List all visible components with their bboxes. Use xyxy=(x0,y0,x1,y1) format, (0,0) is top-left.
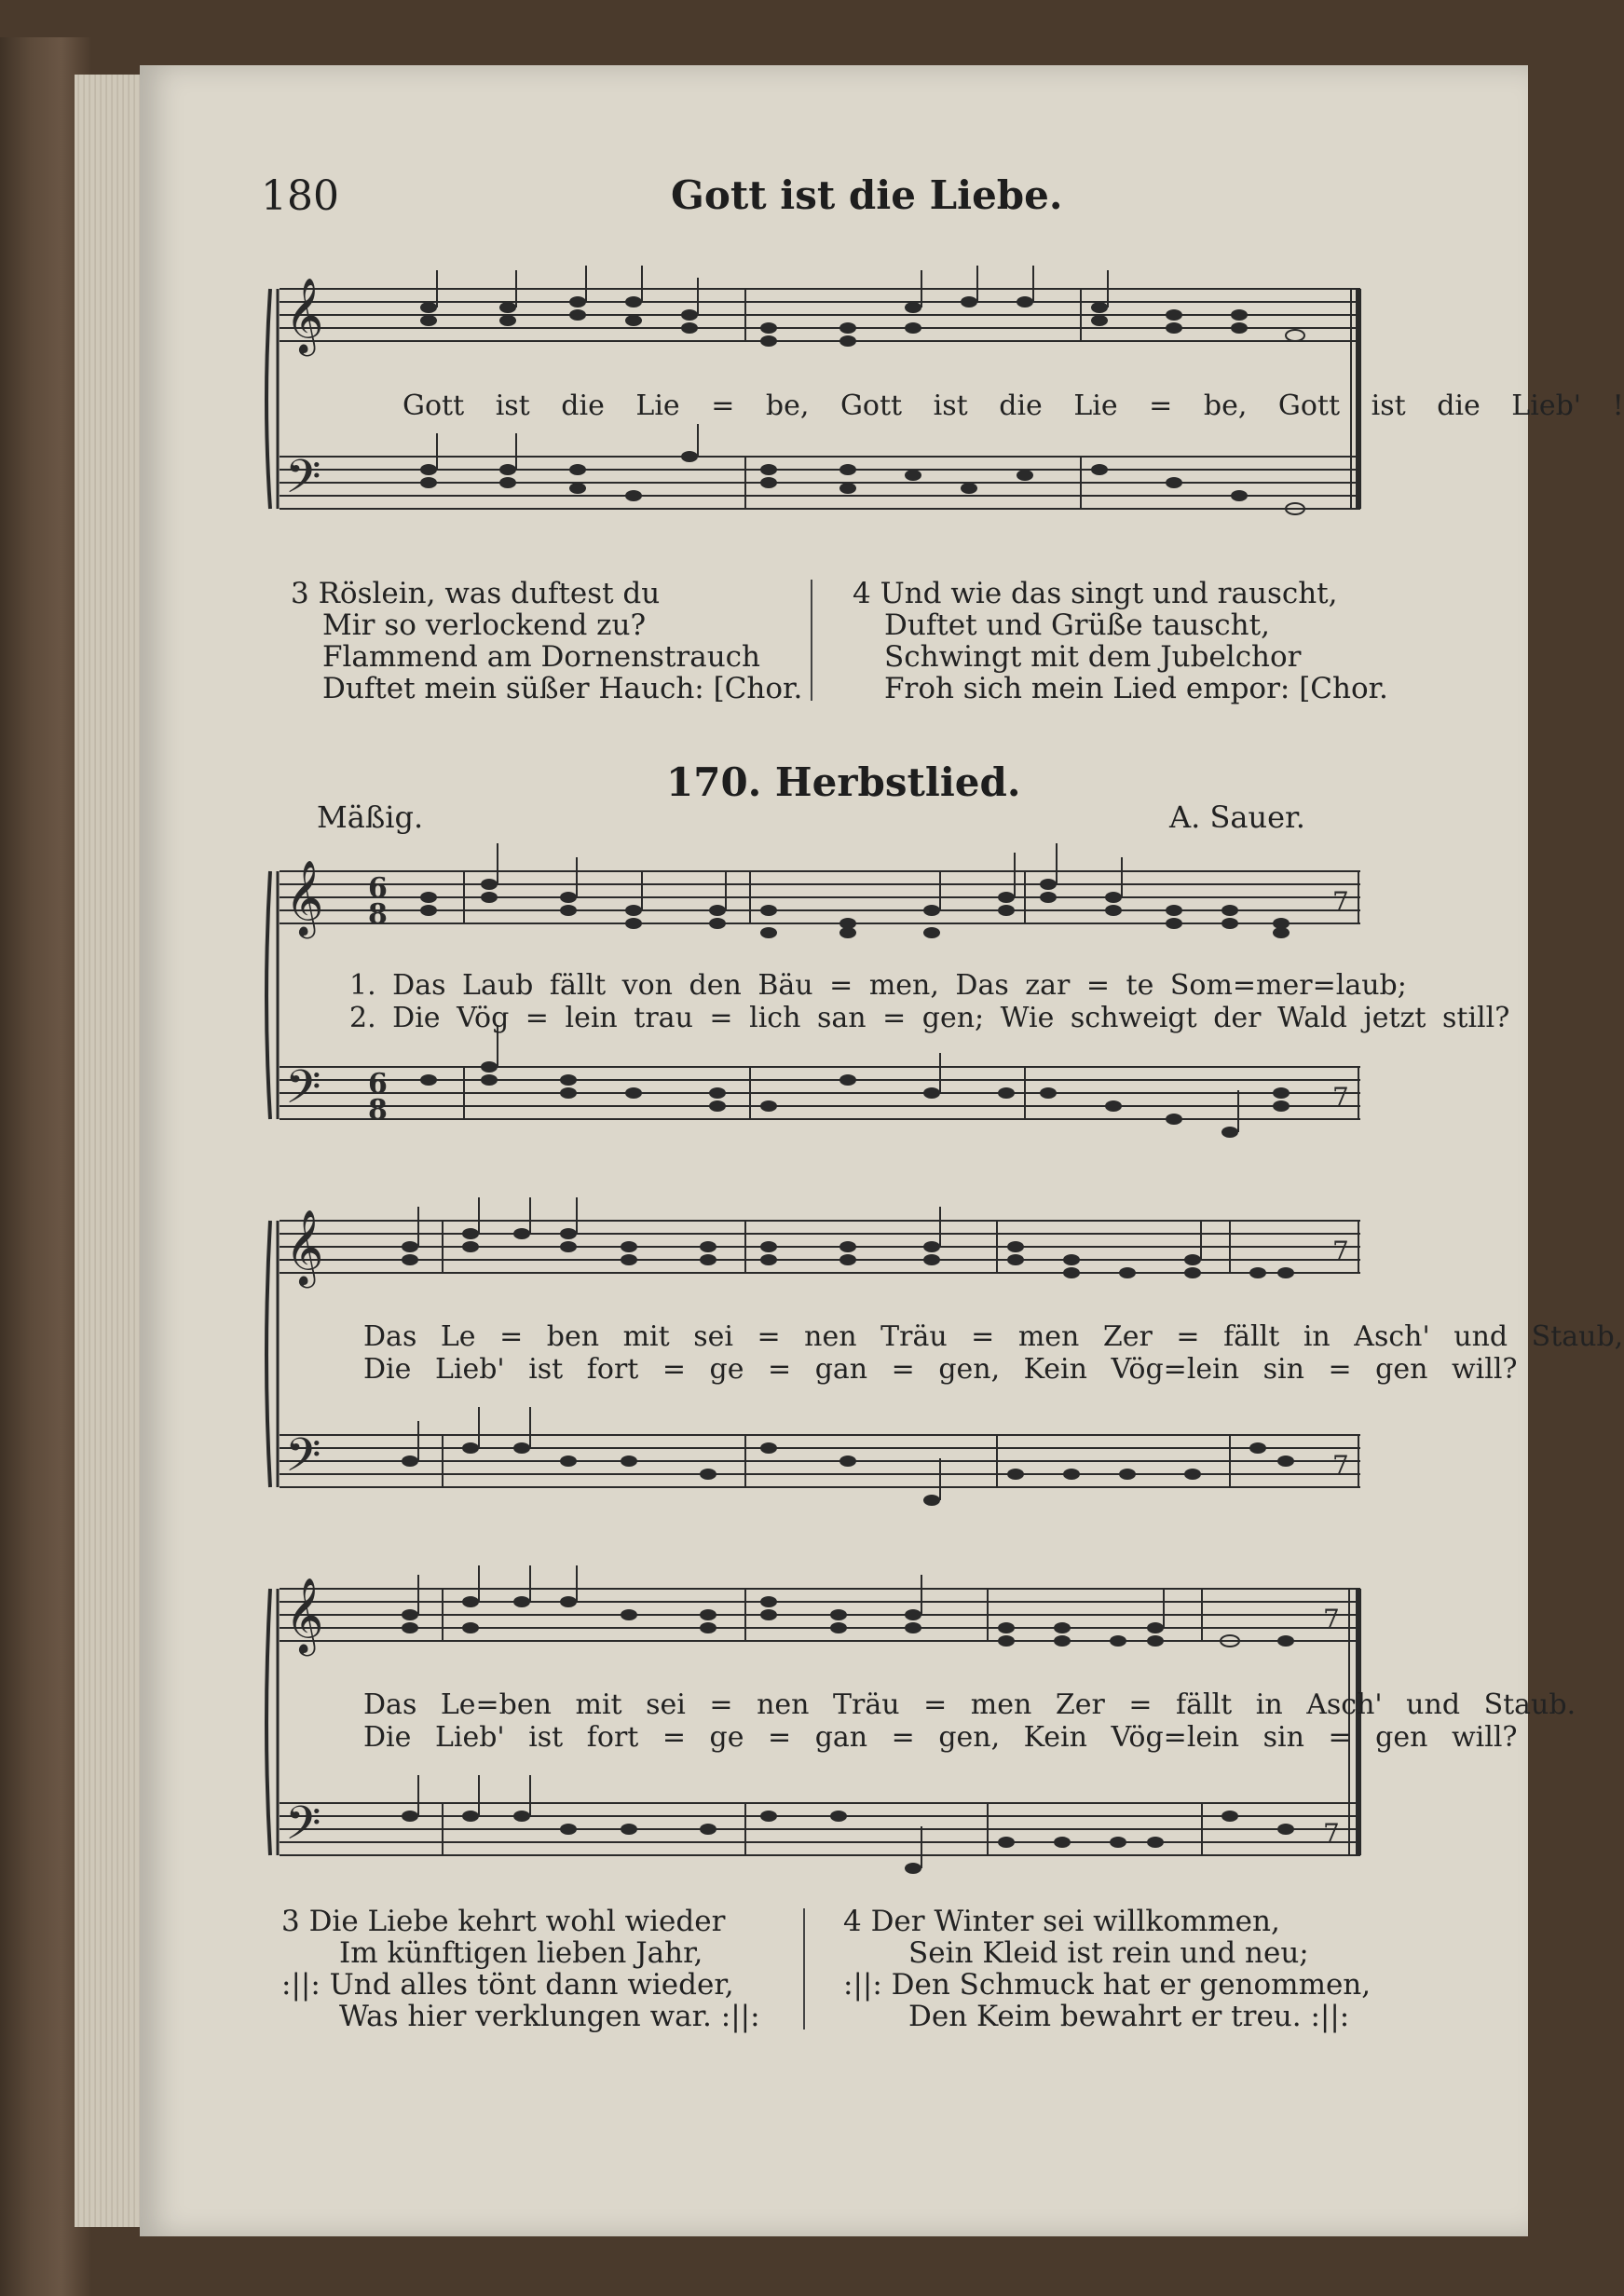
hymn-title: 170. Herbstlied. xyxy=(666,759,1021,805)
verse-line: Duftet mein süßer Hauch: [Chor. xyxy=(322,672,803,705)
verse-line: :||: Und alles tönt dann wieder, xyxy=(281,1968,734,2002)
composer: A. Sauer. xyxy=(1169,800,1305,835)
verse-line: Was hier verklungen war. :||: xyxy=(339,2000,760,2033)
hymn-lyric-system-2-verse-2: Die Lieb' ist fort = ge = gan = gen, Kein Vög=lein sin = gen will? xyxy=(363,1353,1518,1386)
verse-line: Flammend am Dornenstrauch xyxy=(322,640,761,674)
lyric-syllable: = xyxy=(711,390,735,422)
lyric-syllable: Gott xyxy=(1277,390,1341,422)
stems xyxy=(437,266,1108,470)
verse-line: 4 Der Winter sei willkommen, xyxy=(843,1905,1280,1938)
hymn-verse-4 xyxy=(843,1906,1371,2032)
svg-text:8: 8 xyxy=(368,898,388,931)
svg-text:𝄢: 𝄢 xyxy=(285,1428,321,1494)
verse-line: Schwingt mit dem Jubelchor xyxy=(884,640,1302,674)
lyric-syllable: ist xyxy=(933,390,968,422)
verse-line: Duftet und Grüße tauscht, xyxy=(884,608,1270,642)
treble-staff xyxy=(280,289,1360,341)
hymn-verse-3 xyxy=(281,1906,760,2032)
verse-divider xyxy=(811,580,812,701)
verse-line: Sein Kleid ist rein und neu; xyxy=(908,1936,1309,1970)
svg-text:7: 7 xyxy=(1332,886,1349,917)
running-title: Gott ist die Liebe. xyxy=(671,172,1063,218)
hymn-lyric-system-3-verse-2: Die Lieb' ist fort = ge = gan = gen, Kein Vög=lein sin = gen will? xyxy=(363,1721,1518,1754)
svg-text:𝄢: 𝄢 xyxy=(285,1797,321,1862)
lyric-syllable: ist xyxy=(1371,390,1406,422)
verse-divider xyxy=(803,1908,805,2030)
verse-line: 3 Röslein, was duftest du xyxy=(291,577,661,610)
lyric-syllable: Lie xyxy=(1073,390,1118,422)
bass-staff xyxy=(280,457,1360,509)
hymn-lyric-system-1-verse-1: 1. Das Laub fällt von den Bäu = men, Das zar = te Som=mer=laub; xyxy=(349,969,1407,1002)
treble-staff xyxy=(280,871,1360,923)
lyric-syllable: Gott xyxy=(839,390,903,422)
svg-text:6: 6 xyxy=(368,872,388,905)
previous-hymn-verse-3 xyxy=(291,578,802,704)
lyric-syllable: be, xyxy=(765,390,810,422)
svg-text:𝄞: 𝄞 xyxy=(285,1577,324,1653)
verse-line: Im künftigen lieben Jahr, xyxy=(339,1936,703,1970)
lyric-syllable: die xyxy=(561,390,605,422)
lyric-syllable: Gott xyxy=(403,390,465,422)
verse-line: Mir so verlockend zu? xyxy=(322,608,647,642)
svg-text:7: 7 xyxy=(1332,1236,1349,1266)
lyric-syllable: ist xyxy=(495,390,530,422)
lyric-syllable: Lieb' xyxy=(1511,390,1582,422)
verse-line: Froh sich mein Lied empor: [Chor. xyxy=(884,672,1388,705)
svg-text:𝄢: 𝄢 xyxy=(285,450,321,515)
page-number: 180 xyxy=(261,172,339,220)
page-header xyxy=(261,172,1351,228)
svg-text:6: 6 xyxy=(368,1068,388,1100)
verse-line: 3 Die Liebe kehrt wohl wieder xyxy=(281,1905,726,1938)
lyric-syllable: ! xyxy=(1612,390,1624,422)
lyric-syllable: = xyxy=(1149,390,1173,422)
verse-line: 4 Und wie das singt und rauscht, xyxy=(853,577,1338,610)
hymn-lyric-system-3-verse-1: Das Le=ben mit sei = nen Träu = men Zer = fällt in Asch' und Staub. xyxy=(363,1688,1576,1721)
hymn-lyric-system-1-verse-2: 2. Die Vög = lein trau = lich san = gen; Wie schweigt der Wald jetzt still? xyxy=(349,1002,1510,1034)
page-edges xyxy=(75,75,149,2227)
lyric-line-previous-hymn xyxy=(403,390,1624,422)
svg-text:7: 7 xyxy=(1332,1082,1349,1113)
svg-text:𝄞: 𝄞 xyxy=(285,859,324,936)
notes-treble xyxy=(420,296,1304,347)
tempo-marking: Mäßig. xyxy=(317,800,424,835)
svg-text:𝄞: 𝄞 xyxy=(285,277,324,353)
svg-text:7: 7 xyxy=(1332,1450,1349,1481)
lyric-syllable: be, xyxy=(1203,390,1248,422)
lyric-syllable: Lie xyxy=(635,390,680,422)
lyric-syllable: die xyxy=(1437,390,1481,422)
svg-text:8: 8 xyxy=(368,1094,388,1127)
svg-text:7: 7 xyxy=(1323,1604,1340,1634)
bass-staff xyxy=(280,1067,1360,1119)
svg-text:𝄢: 𝄢 xyxy=(285,1060,321,1126)
lyric-syllable: die xyxy=(999,390,1043,422)
svg-text:7: 7 xyxy=(1323,1818,1340,1849)
previous-hymn-verse-4 xyxy=(853,578,1388,704)
hymn-lyric-system-2-verse-1: Das Le = ben mit sei = nen Träu = men Zer = fällt in Asch' und Staub, xyxy=(363,1320,1624,1353)
verse-line: Den Keim bewahrt er treu. :||: xyxy=(908,2000,1350,2033)
verse-line: :||: Den Schmuck hat er genommen, xyxy=(843,1968,1372,2002)
svg-text:𝄞: 𝄞 xyxy=(285,1209,324,1285)
